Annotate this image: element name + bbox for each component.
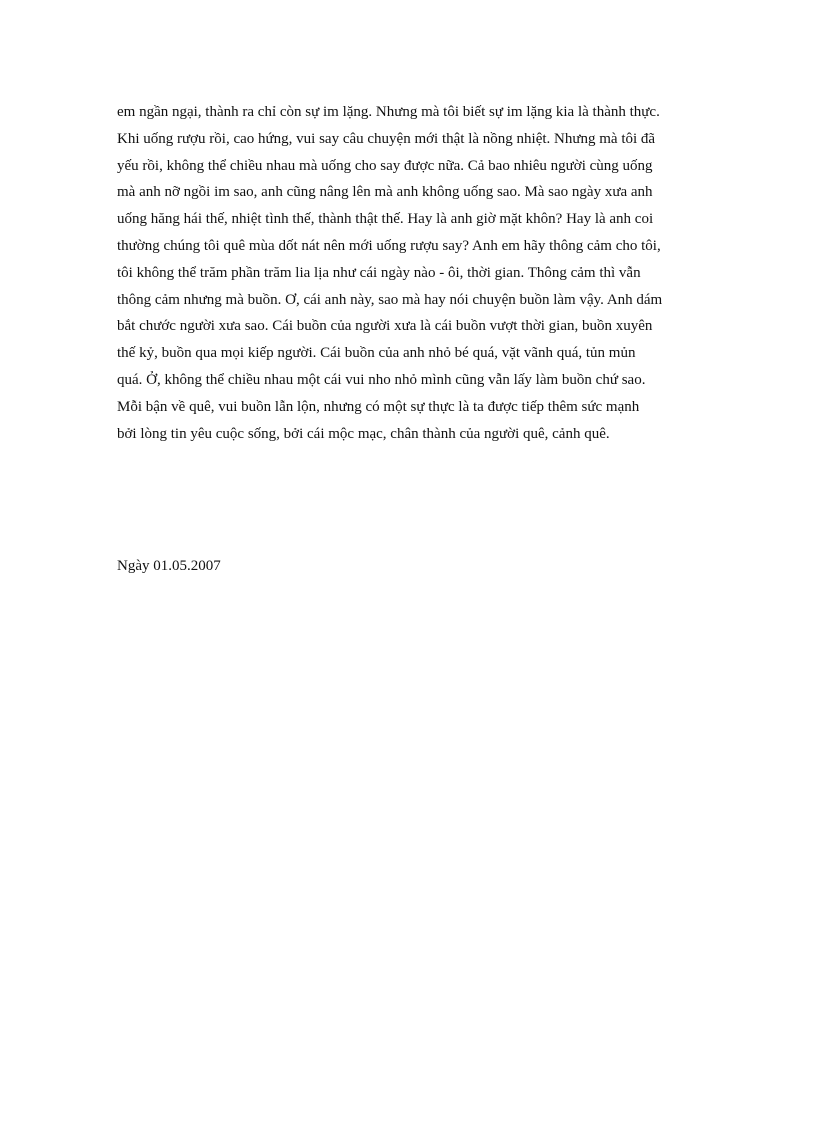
paragraph-line: mà anh nỡ ngồi im sao, anh cũng nâng lên mà anh không uống sao. Mà sao ngày xưa anh [117, 184, 653, 201]
paragraph-line: yếu rồi, không thể chiều nhau mà uống cho say được nữa. Cả bao nhiêu người cùng uống [117, 157, 653, 174]
paragraph-line: em ngần ngại, thành ra chỉ còn sự im lặng. Nhưng mà tôi biết sự im lặng kia là thành thực. [117, 104, 660, 120]
paragraph-line: Mỗi bận về quê, vui buồn lẫn lộn, nhưng có một sự thực là ta được tiếp thêm sức mạnh [117, 398, 640, 415]
paragraph-line: thường chúng tôi quê mùa dốt nát nên mới uống rượu say? Anh em hãy thông cảm cho tôi, [117, 237, 661, 254]
paragraph-line: bắt chước người xưa sao. Cái buồn của người xưa là cái buồn vượt thời gian, buồn xuyên [117, 318, 653, 335]
paragraph-line: quá. Ở, không thể chiều nhau một cái vui nho nhỏ mình cũng vẫn lấy làm buồn chứ sao. [117, 371, 646, 388]
paragraph-line: tôi không thể trăm phần trăm lia lịa như cái ngày nào - ôi, thời gian. Thông cảm thì vẫn [117, 264, 641, 281]
paragraph-line: thế kỷ, buồn qua mọi kiếp người. Cái buồn của anh nhỏ bé quá, vặt vãnh quá, tủn mủn [117, 345, 636, 362]
paragraph-line: thông cảm nhưng mà buồn. Ơ, cái anh này, sao mà hay nói chuyện buồn làm vậy. Anh dám [117, 291, 663, 308]
paragraph-line: bởi lòng tin yêu cuộc sống, bởi cái mộc mạc, chân thành của người quê, cảnh quê. [117, 425, 610, 442]
body-paragraph [117, 99, 717, 447]
paragraph-line: Khi uống rượu rồi, cao hứng, vui say câu chuyện mới thật là nồng nhiệt. Nhưng mà tôi đã [117, 130, 656, 147]
paragraph-line: uống hăng hái thế, nhiệt tình thế, thành thật thế. Hay là anh giờ mặt khôn? Hay là anh coi [117, 211, 654, 228]
date-text: Ngày 01.05.2007 [117, 558, 221, 574]
